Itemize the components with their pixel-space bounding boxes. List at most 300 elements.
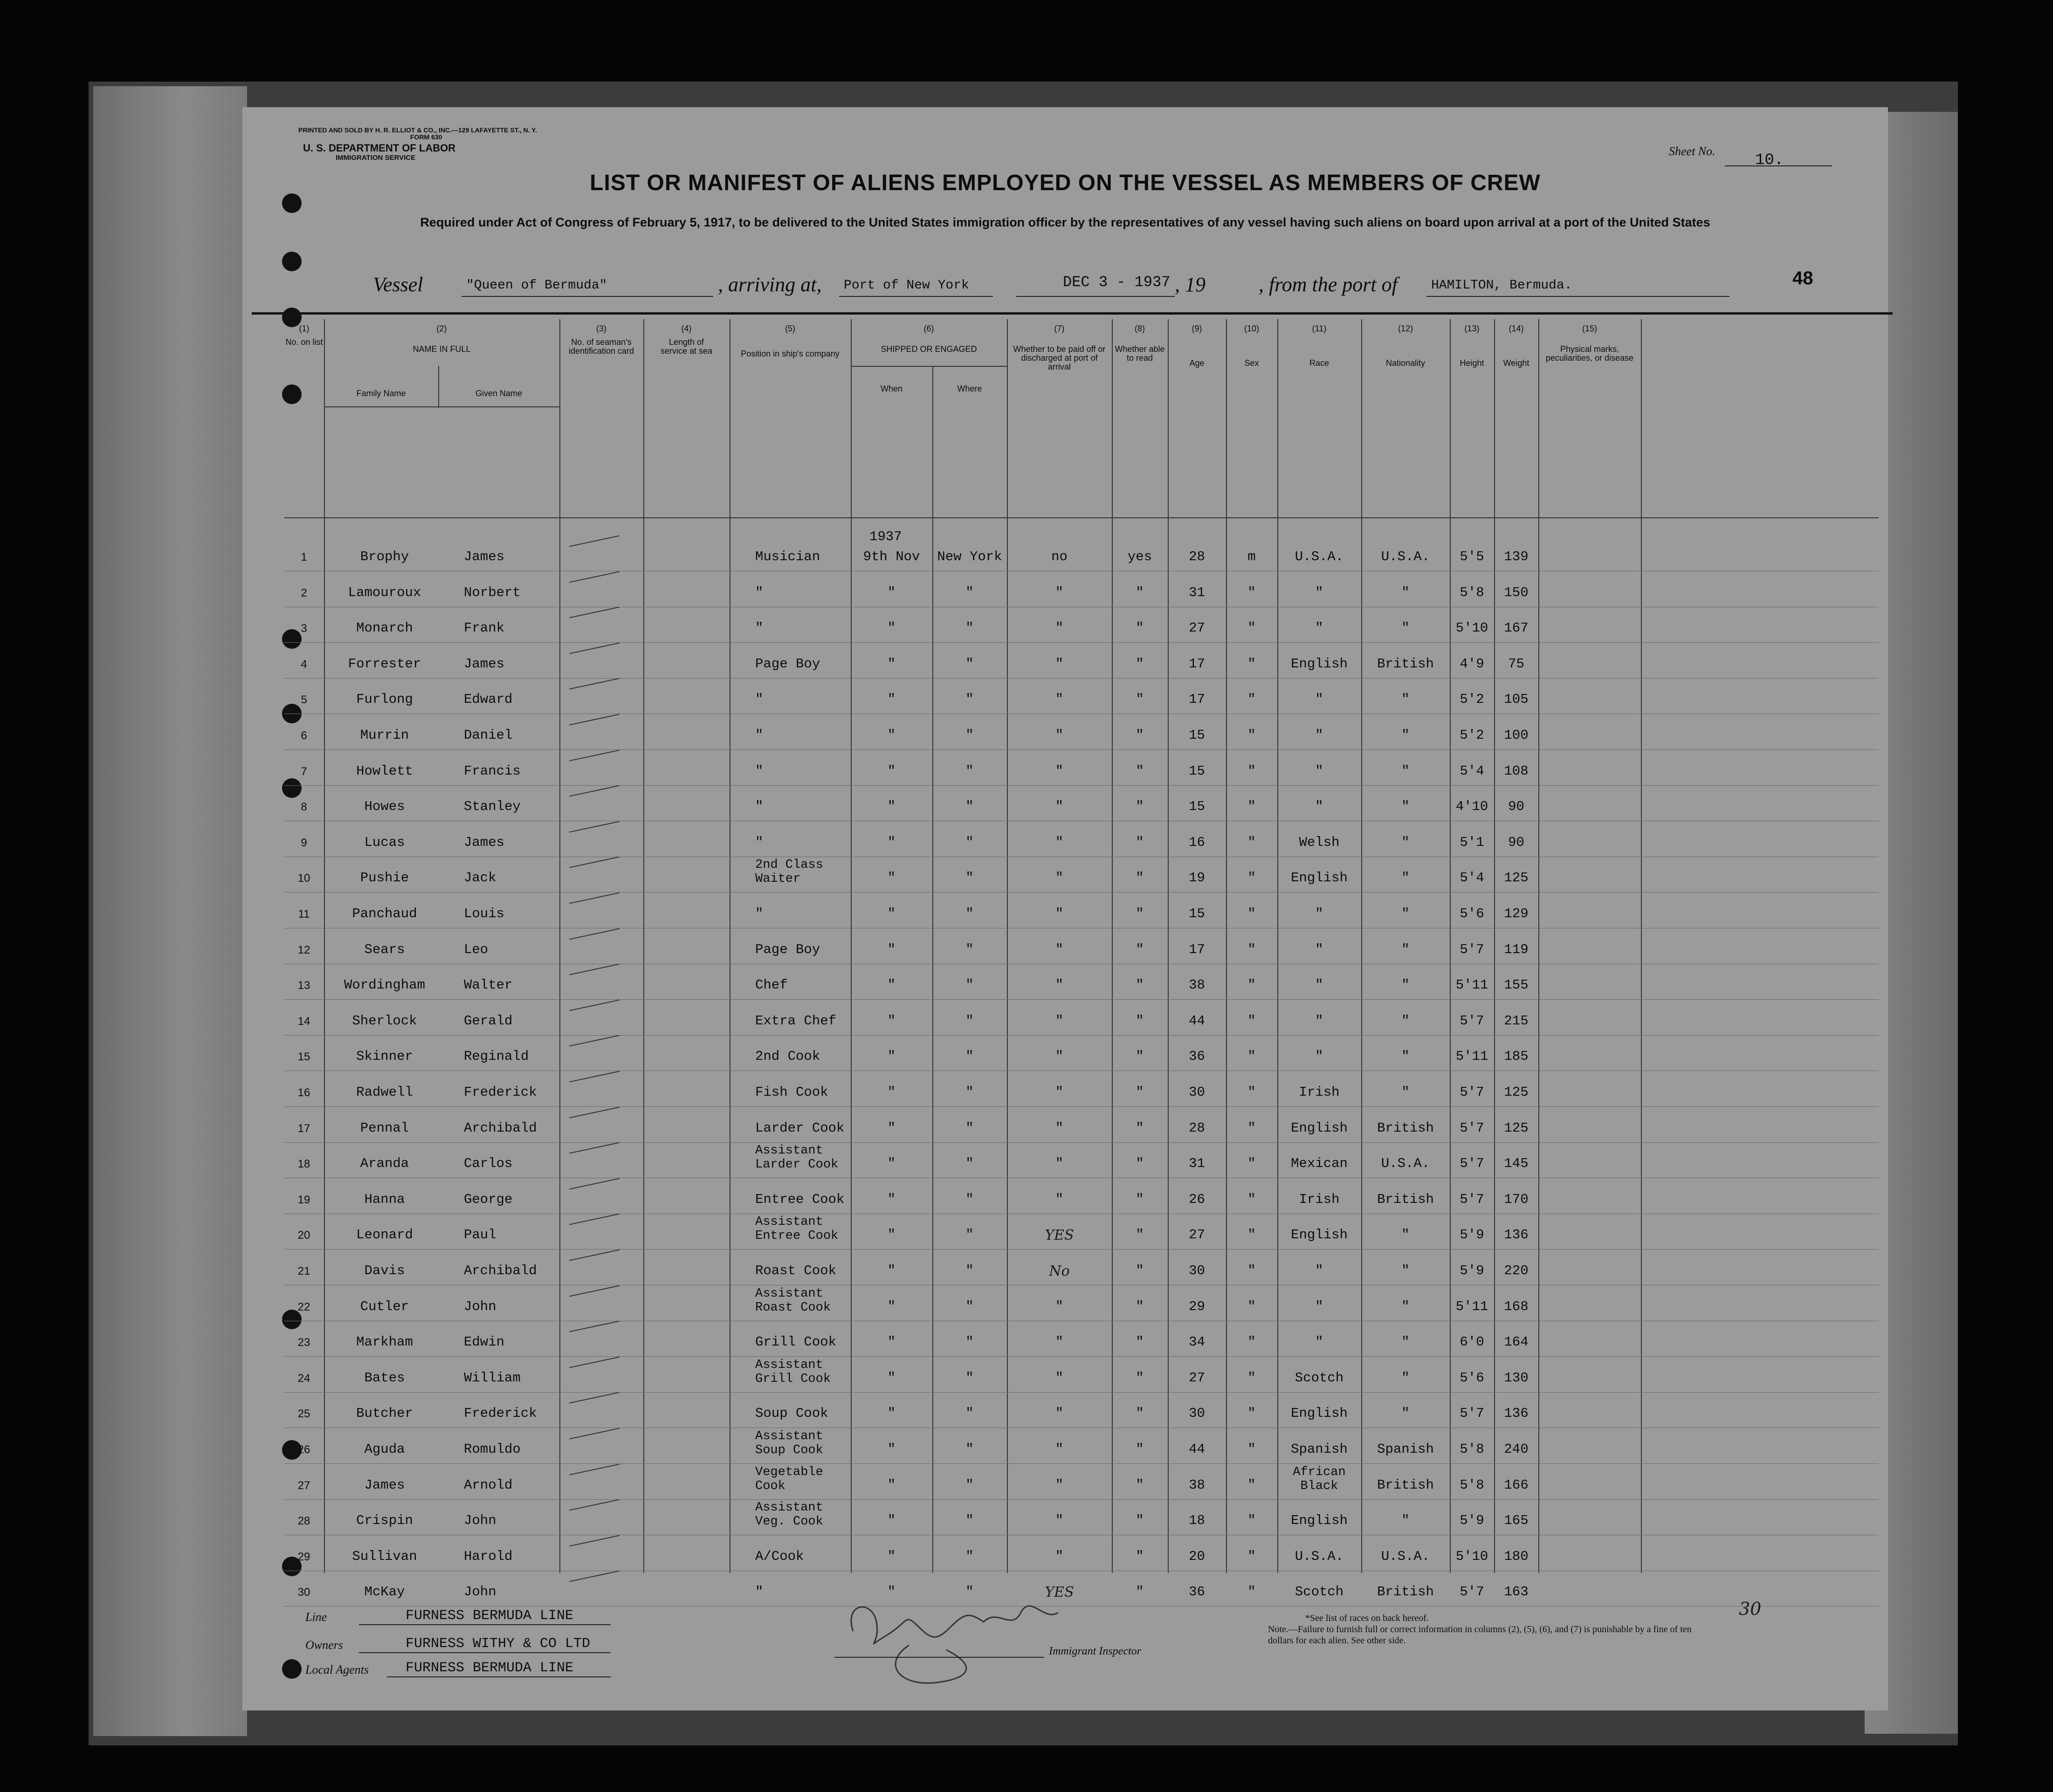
cell-nat: " bbox=[1401, 977, 1410, 993]
vessel-label: Vessel bbox=[373, 273, 423, 296]
cell-family: Forrester bbox=[348, 656, 421, 672]
cell-where: " bbox=[965, 1085, 974, 1100]
cell-sex: " bbox=[1247, 620, 1256, 636]
cell-weight: 185 bbox=[1504, 1049, 1529, 1064]
cell-paid: " bbox=[1055, 620, 1064, 636]
cell-given: Romuldo bbox=[464, 1442, 521, 1457]
cell-sex: " bbox=[1247, 1049, 1256, 1064]
cell-where: " bbox=[965, 977, 974, 993]
cell-race: Spanish bbox=[1291, 1442, 1348, 1457]
cell-height: 5'1 bbox=[1460, 834, 1484, 850]
cell-position: Fish Cook bbox=[755, 1085, 828, 1100]
cell-height: 5'8 bbox=[1460, 584, 1484, 600]
cell-age: 15 bbox=[1189, 799, 1205, 815]
cell-age: 16 bbox=[1189, 834, 1205, 850]
cell-height: 5'6 bbox=[1460, 1370, 1484, 1386]
cell-given: Leo bbox=[464, 941, 489, 957]
cell-race: U.S.A. bbox=[1295, 1548, 1344, 1564]
cell-position: Page Boy bbox=[755, 941, 820, 957]
cell-race: English bbox=[1291, 1513, 1348, 1529]
row-number: 29 bbox=[297, 1550, 310, 1563]
row-number: 1 bbox=[301, 551, 307, 563]
cell-family: Bates bbox=[364, 1370, 405, 1386]
cell-paid: YES bbox=[1045, 1584, 1074, 1601]
cell-sex: " bbox=[1247, 977, 1256, 993]
row-number: 9 bbox=[301, 836, 307, 849]
left-page-edge bbox=[93, 86, 247, 1736]
cell-sex: " bbox=[1247, 941, 1256, 957]
cell-weight: 90 bbox=[1508, 799, 1524, 815]
check-mark bbox=[569, 607, 620, 618]
cell-position: Page Boy bbox=[755, 656, 820, 672]
row-number: 2 bbox=[301, 586, 307, 599]
cell-read: " bbox=[1136, 834, 1144, 850]
cell-position: Musician bbox=[755, 549, 820, 564]
cell-weight: 105 bbox=[1504, 692, 1529, 707]
cell-when: " bbox=[887, 584, 896, 600]
cell-age: 36 bbox=[1189, 1049, 1205, 1064]
cell-weight: 136 bbox=[1504, 1227, 1529, 1243]
cell-family: Lucas bbox=[364, 834, 405, 850]
col-number: (13) bbox=[1464, 324, 1480, 333]
cell-family: James bbox=[364, 1477, 405, 1493]
col-number: (8) bbox=[1135, 324, 1145, 333]
cell-age: 31 bbox=[1189, 1156, 1205, 1172]
from-label: , from the port of bbox=[1259, 273, 1398, 296]
cell-race: Scotch bbox=[1295, 1584, 1344, 1600]
cell-race: African Black bbox=[1293, 1465, 1346, 1493]
footnote: *See list of races on back hereof. Note.—Failure to furnish full or correct information in columns (2), (5), (6), and (7) is punishable by a fine of ten dollars for each alien. See other side. bbox=[1268, 1613, 1692, 1646]
cell-read: " bbox=[1136, 728, 1144, 743]
cell-race: " bbox=[1315, 1013, 1323, 1029]
cell-height: 5'7 bbox=[1460, 1584, 1484, 1600]
header-physical-marks: Physical marks, peculiarities, or disease bbox=[1545, 344, 1634, 363]
cell-nat: " bbox=[1401, 763, 1410, 779]
cell-where: " bbox=[965, 763, 974, 779]
cell-where: " bbox=[965, 1156, 974, 1172]
cell-given: Reginald bbox=[464, 1049, 529, 1064]
cell-age: 28 bbox=[1189, 1120, 1205, 1136]
cell-position: Assistant Grill Cook bbox=[755, 1358, 831, 1386]
check-mark bbox=[569, 1392, 620, 1404]
year-note: 1937 bbox=[869, 529, 902, 544]
cell-position: 2nd Cook bbox=[755, 1049, 820, 1064]
check-mark bbox=[569, 1321, 620, 1332]
cell-weight: 90 bbox=[1508, 834, 1524, 850]
cell-sex: " bbox=[1247, 1191, 1256, 1207]
cell-when: " bbox=[887, 1513, 896, 1529]
cell-paid: " bbox=[1055, 1049, 1064, 1064]
row-number: 18 bbox=[297, 1158, 310, 1171]
cell-height: 5'8 bbox=[1460, 1477, 1484, 1493]
cell-sex: " bbox=[1247, 728, 1256, 743]
cell-paid: " bbox=[1055, 1548, 1064, 1564]
cell-when: " bbox=[887, 1584, 896, 1600]
cell-sex: " bbox=[1247, 1513, 1256, 1529]
check-mark bbox=[569, 1214, 620, 1225]
cell-weight: 168 bbox=[1504, 1298, 1529, 1314]
row-number: 5 bbox=[301, 693, 307, 707]
cell-given: Frank bbox=[464, 620, 505, 636]
cell-height: 4'10 bbox=[1455, 799, 1488, 815]
cell-height: 5'7 bbox=[1460, 1406, 1484, 1421]
cell-nat: British bbox=[1377, 1191, 1434, 1207]
cell-nat: U.S.A. bbox=[1381, 1548, 1430, 1564]
cell-family: Sullivan bbox=[352, 1548, 417, 1564]
inspector-label: Immigrant Inspector bbox=[1049, 1645, 1141, 1657]
cell-read: " bbox=[1136, 1477, 1144, 1493]
cell-family: Leonard bbox=[356, 1227, 413, 1243]
cell-family: Aguda bbox=[364, 1442, 405, 1457]
cell-nat: " bbox=[1401, 1049, 1410, 1064]
header-age: Age bbox=[1189, 358, 1205, 368]
cell-age: 27 bbox=[1189, 1227, 1205, 1243]
cell-given: Frederick bbox=[464, 1406, 537, 1421]
cell-where: " bbox=[965, 799, 974, 815]
check-mark bbox=[569, 1142, 620, 1154]
cell-race: " bbox=[1315, 728, 1323, 743]
crew-table bbox=[284, 319, 1879, 1601]
cell-family: Hanna bbox=[364, 1191, 405, 1207]
cell-race: U.S.A. bbox=[1295, 549, 1344, 564]
cell-nat: " bbox=[1401, 1334, 1410, 1350]
cell-given: Stanley bbox=[464, 799, 521, 815]
cell-family: Murrin bbox=[360, 728, 409, 743]
cell-race: " bbox=[1315, 620, 1323, 636]
document-subtitle: Required under Act of Congress of February 5, 1917, to be delivered to the United States immigration officer by the representatives of any vessel having such aliens on board upon arrival at a port of the United States bbox=[420, 215, 1710, 229]
cell-when: " bbox=[887, 692, 896, 707]
cell-race: " bbox=[1315, 584, 1323, 600]
cell-nat: " bbox=[1401, 1263, 1410, 1278]
cell-paid: " bbox=[1055, 1406, 1064, 1421]
cell-height: 5'6 bbox=[1460, 906, 1484, 921]
cell-age: 30 bbox=[1189, 1263, 1205, 1278]
check-mark bbox=[569, 642, 620, 654]
cell-paid: " bbox=[1055, 728, 1064, 743]
header-paid-off: Whether to be paid off or discharged at port of arrival bbox=[1013, 344, 1106, 371]
row-number: 13 bbox=[297, 979, 310, 992]
cell-position: Chef bbox=[755, 977, 788, 993]
cell-age: 44 bbox=[1189, 1013, 1205, 1029]
cell-given: Archibald bbox=[464, 1263, 537, 1278]
cell-nat: U.S.A. bbox=[1381, 1156, 1430, 1172]
cell-age: 19 bbox=[1189, 870, 1205, 886]
cell-when: 9th Nov bbox=[863, 549, 920, 564]
cell-race: " bbox=[1315, 941, 1323, 957]
cell-when: " bbox=[887, 1120, 896, 1136]
cell-nat: British bbox=[1377, 656, 1434, 672]
cell-paid: " bbox=[1055, 1442, 1064, 1457]
cell-paid: " bbox=[1055, 834, 1064, 850]
cell-weight: 150 bbox=[1504, 584, 1529, 600]
row-number: 3 bbox=[301, 622, 307, 635]
owners-label: Owners bbox=[305, 1638, 343, 1652]
cell-family: Pennal bbox=[360, 1120, 409, 1136]
cell-height: 5'7 bbox=[1460, 1120, 1484, 1136]
cell-where: " bbox=[965, 906, 974, 921]
cell-age: 15 bbox=[1189, 763, 1205, 779]
cell-when: " bbox=[887, 1049, 896, 1064]
cell-paid: " bbox=[1055, 941, 1064, 957]
row-number: 14 bbox=[297, 1015, 310, 1028]
cell-when: " bbox=[887, 728, 896, 743]
header-able-to-read: Whether able to read bbox=[1115, 344, 1165, 363]
arriving-port: Port of New York bbox=[844, 278, 969, 293]
check-mark bbox=[569, 785, 620, 797]
cell-position: Assistant Entree Cook bbox=[755, 1215, 839, 1243]
check-mark bbox=[569, 536, 620, 547]
cell-paid: " bbox=[1055, 799, 1064, 815]
cell-height: 5'10 bbox=[1455, 620, 1488, 636]
header-where: Where bbox=[957, 384, 982, 393]
cell-family: Furlong bbox=[356, 692, 413, 707]
cell-height: 5'7 bbox=[1460, 1085, 1484, 1100]
cell-given: Gerald bbox=[464, 1013, 513, 1029]
agents-value: FURNESS BERMUDA LINE bbox=[406, 1660, 574, 1676]
col-number: (4) bbox=[681, 324, 692, 333]
cell-height: 6'0 bbox=[1460, 1334, 1484, 1350]
cell-where: " bbox=[965, 1227, 974, 1243]
cell-nat: " bbox=[1401, 799, 1410, 815]
cell-height: 5'4 bbox=[1460, 763, 1484, 779]
cell-where: " bbox=[965, 1298, 974, 1314]
cell-weight: 167 bbox=[1504, 620, 1529, 636]
cell-height: 5'11 bbox=[1455, 1049, 1488, 1064]
cell-paid: " bbox=[1055, 1191, 1064, 1207]
cell-when: " bbox=[887, 941, 896, 957]
cell-when: " bbox=[887, 799, 896, 815]
cell-nat: " bbox=[1401, 870, 1410, 886]
cell-given: George bbox=[464, 1191, 513, 1207]
cell-given: Edwin bbox=[464, 1334, 505, 1350]
header-nationality: Nationality bbox=[1385, 358, 1426, 368]
cell-weight: 155 bbox=[1504, 977, 1529, 993]
cell-position: " bbox=[755, 906, 764, 921]
cell-read: " bbox=[1136, 1334, 1144, 1350]
cell-paid: " bbox=[1055, 977, 1064, 993]
cell-nat: British bbox=[1377, 1477, 1434, 1493]
cell-sex: " bbox=[1247, 1263, 1256, 1278]
cell-weight: 125 bbox=[1504, 1085, 1529, 1100]
cell-when: " bbox=[887, 1263, 896, 1278]
cell-weight: 119 bbox=[1504, 941, 1529, 957]
cell-family: Monarch bbox=[356, 620, 413, 636]
cell-age: 29 bbox=[1189, 1298, 1205, 1314]
vessel-name: "Queen of Bermuda" bbox=[466, 278, 607, 293]
row-number: 21 bbox=[297, 1265, 310, 1277]
cell-family: Panchaud bbox=[352, 906, 417, 921]
cell-nat: " bbox=[1401, 1013, 1410, 1029]
cell-when: " bbox=[887, 1406, 896, 1421]
cell-given: Edward bbox=[464, 692, 513, 707]
check-mark bbox=[569, 1106, 620, 1118]
cell-read: " bbox=[1136, 1370, 1144, 1386]
inspector-signature bbox=[844, 1594, 1068, 1687]
cell-sex: " bbox=[1247, 1370, 1256, 1386]
cell-weight: 165 bbox=[1504, 1513, 1529, 1529]
cell-position: " bbox=[755, 692, 764, 707]
cell-read: " bbox=[1136, 1263, 1144, 1278]
check-mark bbox=[569, 714, 620, 726]
row-number: 28 bbox=[297, 1515, 310, 1528]
check-mark bbox=[569, 857, 620, 868]
header-id-card: No. of seaman's identification card bbox=[568, 337, 634, 356]
year-label: , 19 bbox=[1175, 273, 1206, 296]
cell-where: " bbox=[965, 1120, 974, 1136]
cell-position: " bbox=[755, 620, 764, 636]
cell-when: " bbox=[887, 1442, 896, 1457]
cell-given: Carlos bbox=[464, 1156, 513, 1172]
check-mark bbox=[569, 1035, 620, 1047]
cell-where: " bbox=[965, 1442, 974, 1457]
cell-position: Roast Cook bbox=[755, 1263, 837, 1278]
row-number: 10 bbox=[297, 872, 310, 885]
cell-read: " bbox=[1136, 1513, 1144, 1529]
check-mark bbox=[569, 1178, 620, 1189]
cell-when: " bbox=[887, 977, 896, 993]
cell-read: " bbox=[1136, 1120, 1144, 1136]
header-position: Position in ship's company bbox=[741, 349, 840, 358]
col-number: (2) bbox=[436, 324, 447, 333]
cell-sex: " bbox=[1247, 1548, 1256, 1564]
cell-paid: " bbox=[1055, 1085, 1064, 1100]
cell-position: Assistant Roast Cook bbox=[755, 1286, 831, 1315]
cell-race: English bbox=[1291, 656, 1348, 672]
cell-height: 5'9 bbox=[1460, 1263, 1484, 1278]
cell-weight: 125 bbox=[1504, 870, 1529, 886]
cell-when: " bbox=[887, 834, 896, 850]
row-number: 30 bbox=[297, 1586, 310, 1599]
cell-paid: " bbox=[1055, 1334, 1064, 1350]
cell-sex: " bbox=[1247, 870, 1256, 886]
cell-when: " bbox=[887, 1085, 896, 1100]
cell-nat: Spanish bbox=[1377, 1442, 1434, 1457]
cell-weight: 170 bbox=[1504, 1191, 1529, 1207]
cell-paid: " bbox=[1055, 656, 1064, 672]
row-number: 15 bbox=[297, 1050, 310, 1064]
header-weight: Weight bbox=[1503, 358, 1529, 368]
cell-family: Sherlock bbox=[352, 1013, 417, 1029]
cell-read: " bbox=[1136, 941, 1144, 957]
header-family-name: Family Name bbox=[356, 389, 406, 398]
cell-when: " bbox=[887, 1370, 896, 1386]
cell-read: " bbox=[1136, 1406, 1144, 1421]
cell-race: English bbox=[1291, 1406, 1348, 1421]
cell-height: 5'8 bbox=[1460, 1442, 1484, 1457]
cell-where: " bbox=[965, 620, 974, 636]
cell-where: New York bbox=[937, 549, 1002, 564]
col-number: (15) bbox=[1582, 324, 1597, 333]
cell-age: 27 bbox=[1189, 620, 1205, 636]
cell-family: Howes bbox=[364, 799, 405, 815]
cell-sex: " bbox=[1247, 584, 1256, 600]
cell-age: 15 bbox=[1189, 728, 1205, 743]
col-number: (12) bbox=[1398, 324, 1413, 333]
cell-family: Howlett bbox=[356, 763, 413, 779]
cell-paid: " bbox=[1055, 906, 1064, 921]
cell-nat: " bbox=[1401, 906, 1410, 921]
cell-read: yes bbox=[1127, 549, 1152, 564]
cell-position: " bbox=[755, 763, 764, 779]
row-number: 19 bbox=[297, 1193, 310, 1206]
cell-family: Radwell bbox=[356, 1085, 413, 1100]
cell-given: Jack bbox=[464, 870, 496, 886]
col-number: (14) bbox=[1509, 324, 1524, 333]
cell-nat: U.S.A. bbox=[1381, 549, 1430, 564]
row-number: 25 bbox=[297, 1408, 310, 1421]
row-number: 17 bbox=[297, 1122, 310, 1135]
cell-weight: 129 bbox=[1504, 906, 1529, 921]
cell-age: 26 bbox=[1189, 1191, 1205, 1207]
cell-family: Cutler bbox=[360, 1298, 409, 1314]
cell-nat: " bbox=[1401, 620, 1410, 636]
cell-family: Butcher bbox=[356, 1406, 413, 1421]
cell-position: " bbox=[755, 834, 764, 850]
check-mark bbox=[569, 1250, 620, 1261]
cell-age: 20 bbox=[1189, 1548, 1205, 1564]
owners-value: FURNESS WITHY & CO LTD bbox=[406, 1636, 591, 1652]
col-number: (1) bbox=[299, 324, 310, 333]
row-number: 7 bbox=[301, 765, 307, 778]
cell-age: 34 bbox=[1189, 1334, 1205, 1350]
cell-where: " bbox=[965, 870, 974, 886]
cell-nat: " bbox=[1401, 1298, 1410, 1314]
row-number: 23 bbox=[297, 1336, 310, 1349]
cell-nat: " bbox=[1401, 941, 1410, 957]
line-label: Line bbox=[305, 1610, 327, 1624]
cell-given: John bbox=[464, 1513, 496, 1529]
cell-race: " bbox=[1315, 1049, 1323, 1064]
cell-age: 18 bbox=[1189, 1513, 1205, 1529]
cell-read: " bbox=[1136, 870, 1144, 886]
cell-read: " bbox=[1136, 1013, 1144, 1029]
cell-nat: " bbox=[1401, 728, 1410, 743]
cell-age: 30 bbox=[1189, 1085, 1205, 1100]
row-number: 12 bbox=[297, 943, 310, 956]
cell-read: " bbox=[1136, 977, 1144, 993]
cell-nat: " bbox=[1401, 1370, 1410, 1386]
check-mark bbox=[569, 999, 620, 1011]
cell-when: " bbox=[887, 620, 896, 636]
cell-when: " bbox=[887, 656, 896, 672]
cell-race: Irish bbox=[1299, 1085, 1340, 1100]
cell-sex: " bbox=[1247, 1120, 1256, 1136]
cell-paid: " bbox=[1055, 870, 1064, 886]
row-number: 22 bbox=[297, 1300, 310, 1313]
cell-height: 5'9 bbox=[1460, 1513, 1484, 1529]
page-number: 48 bbox=[1792, 268, 1813, 288]
cell-given: James bbox=[464, 549, 505, 564]
cell-read: " bbox=[1136, 1548, 1144, 1564]
cell-age: 17 bbox=[1189, 941, 1205, 957]
cell-weight: 139 bbox=[1504, 549, 1529, 564]
cell-race: " bbox=[1315, 692, 1323, 707]
cell-given: James bbox=[464, 656, 505, 672]
cell-nat: " bbox=[1401, 584, 1410, 600]
cell-race: English bbox=[1291, 870, 1348, 886]
cell-race: Irish bbox=[1299, 1191, 1340, 1207]
header-name-in-full: NAME IN FULL bbox=[413, 344, 471, 354]
cell-where: " bbox=[965, 656, 974, 672]
cell-sex: " bbox=[1247, 1406, 1256, 1421]
cell-race: " bbox=[1315, 977, 1323, 993]
cell-age: 15 bbox=[1189, 906, 1205, 921]
cell-race: English bbox=[1291, 1227, 1348, 1243]
cell-read: " bbox=[1136, 656, 1144, 672]
cell-paid: " bbox=[1055, 763, 1064, 779]
check-mark bbox=[569, 1499, 620, 1511]
header-no-on-list: No. on list bbox=[285, 337, 323, 347]
